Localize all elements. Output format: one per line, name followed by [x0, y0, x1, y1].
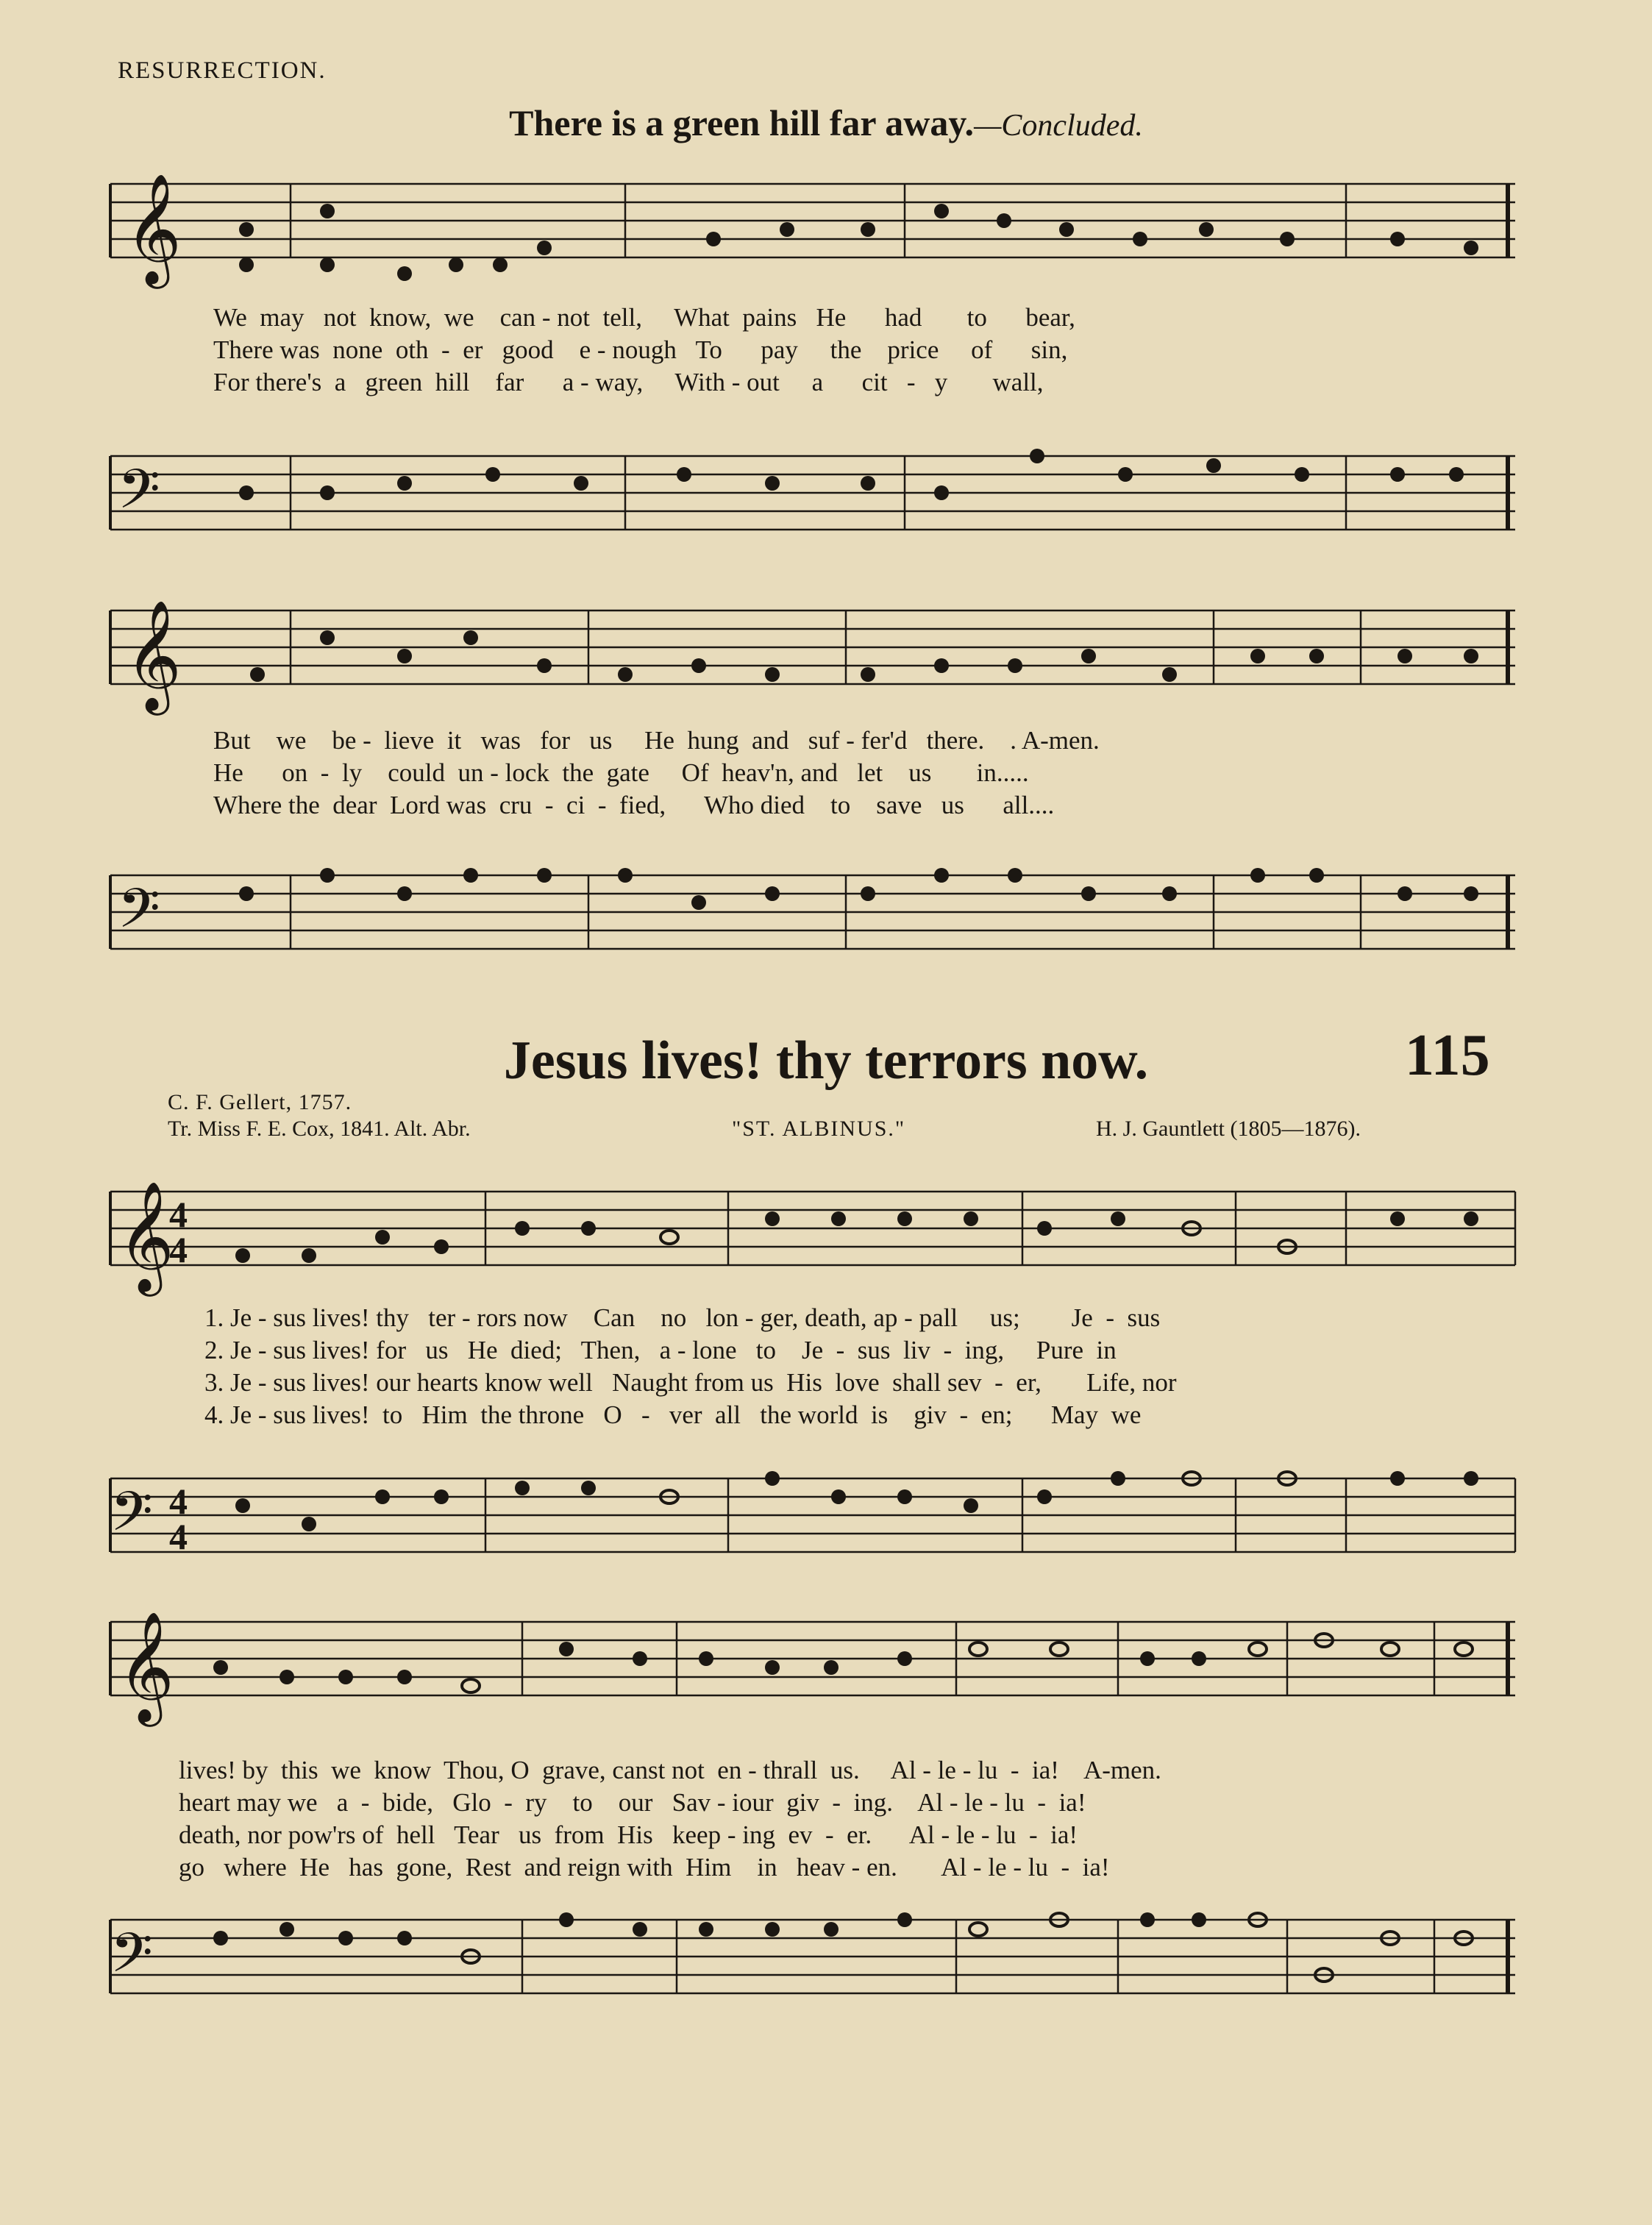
- lyric-line: He on - ly could un - lock the gate Of heav'n, and let us in.....: [213, 758, 1029, 787]
- lyric-line: death, nor pow'rs of hell Tear us from His keep - ing ev - er. Al - le - lu - ia!: [179, 1820, 1078, 1849]
- svg-text:𝄞: 𝄞: [125, 177, 182, 282]
- hymn2-translator: Tr. Miss F. E. Cox, 1841. Alt. Abr.: [168, 1117, 471, 1141]
- lyric-line: 2. Je - sus lives! for us He died; Then, a - lone to Je - sus liv - ing, Pure in: [204, 1336, 1117, 1364]
- lyric-line: 3. Je - sus lives! our hearts know well Naught from us His love shall sev - er, Life, nor: [204, 1368, 1177, 1397]
- svg-text:𝄢: 𝄢: [110, 1924, 153, 1997]
- svg-text:𝄞: 𝄞: [118, 1184, 174, 1290]
- hymn2-system1-bass-staff: [110, 1464, 1523, 1589]
- svg-text:4: 4: [169, 1194, 188, 1235]
- lyric-line: 4. Je - sus lives! to Him the throne O - ver all the world is giv - en; May we: [204, 1400, 1142, 1429]
- hymn2-system1-lyrics: [204, 1302, 1177, 1431]
- svg-text:4: 4: [169, 1481, 188, 1522]
- lyric-line: heart may we a - bide, Glo - ry to our Sav - iour giv - ing. Al - le - lu - ia!: [179, 1788, 1086, 1817]
- hymn2-system2-bass-staff: [110, 1905, 1523, 2030]
- hymn1-system2-lyrics: [213, 725, 1100, 822]
- lyric-line: Where the dear Lord was cru - ci - fied, Who died to save us all....: [213, 791, 1055, 819]
- svg-text:4: 4: [169, 1516, 188, 1557]
- svg-text:4: 4: [169, 1229, 188, 1270]
- lyric-line: go where He has gone, Rest and reign with Him in heav - en. Al - le - lu - ia!: [179, 1853, 1110, 1882]
- lyric-line: We may not know, we can - not tell, What pains He had to bear,: [213, 303, 1075, 332]
- hymn1-title-suffix: —Concluded.: [974, 109, 1143, 143]
- hymn1-title: There is a green hill far away.: [509, 102, 975, 143]
- lyric-line: lives! by this we know Thou, O grave, canst not en - thrall us. Al - le - lu - ia! A-men.: [179, 1756, 1161, 1784]
- svg-text:𝄞: 𝄞: [118, 1615, 174, 1720]
- svg-text:𝄢: 𝄢: [118, 460, 160, 533]
- lyric-line: For there's a green hill far a - way, With - out a cit - y wall,: [213, 368, 1044, 396]
- hymn-number: 115: [1405, 1023, 1490, 1088]
- hymn2-system1-treble-staff: [110, 1177, 1523, 1302]
- hymn1-system1-lyrics: [213, 302, 1075, 399]
- hymn1-system1-treble-staff: [110, 169, 1523, 294]
- hymn2-author: C. F. Gellert, 1757.: [168, 1090, 352, 1114]
- section-heading: RESURRECTION.: [118, 57, 327, 84]
- lyric-line: But we be - lieve it was for us He hung and suf - fer'd there. . A-men.: [213, 726, 1100, 755]
- hymn1-system1-bass-staff: [110, 441, 1523, 566]
- svg-text:𝄢: 𝄢: [118, 880, 160, 953]
- lyric-line: 1. Je - sus lives! thy ter - rors now Can no lon - ger, death, ap - pall us; Je - sus: [204, 1303, 1161, 1332]
- hymn2-system2-lyrics: [179, 1754, 1161, 1884]
- svg-text:𝄞: 𝄞: [125, 603, 182, 709]
- hymn2-title: Jesus lives! thy terrors now.: [503, 1030, 1149, 1091]
- hymn2-composer: H. J. Gauntlett (1805—1876).: [1096, 1117, 1361, 1141]
- hymn2-system2-treble-staff: [110, 1607, 1523, 1732]
- svg-text:𝄢: 𝄢: [110, 1483, 153, 1556]
- lyric-line: There was none oth - er good e - nough To pay the price of sin,: [213, 335, 1068, 364]
- hymn1-system2-bass-staff: [110, 861, 1523, 986]
- hymn1-title-block: [0, 102, 1652, 144]
- hymn2-tune: "ST. ALBINUS.": [732, 1117, 906, 1141]
- hymn1-system2-treble-staff: [110, 596, 1523, 721]
